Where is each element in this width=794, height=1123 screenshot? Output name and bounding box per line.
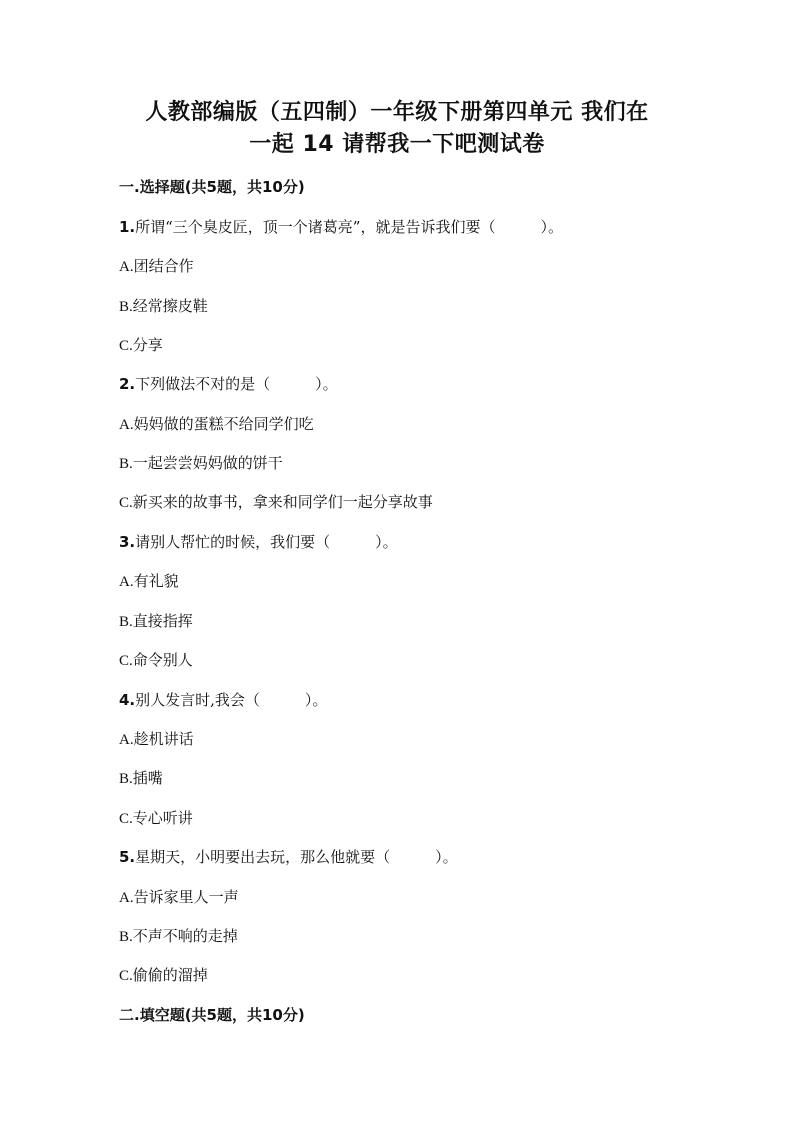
question-number: 3. bbox=[119, 533, 136, 551]
option-text: 分享 bbox=[132, 336, 163, 354]
option-text: 命令别人 bbox=[132, 651, 193, 669]
option-letter: C. bbox=[119, 811, 133, 827]
option-text: 插嘴 bbox=[132, 769, 163, 787]
option-letter: B. bbox=[119, 299, 133, 315]
question-text: 别人发言时,我会（ ）。 bbox=[135, 691, 328, 709]
question-2 bbox=[119, 374, 338, 394]
question-number: 4. bbox=[119, 691, 136, 709]
question-5-option-b bbox=[119, 926, 238, 947]
question-text: 星期天，小明要出去玩，那么他就要（ ）。 bbox=[135, 848, 458, 866]
option-letter: A. bbox=[119, 417, 134, 433]
question-2-option-c bbox=[119, 492, 433, 513]
section-heading-fill-in-blank: 二.填空题(共5题，共10分) bbox=[119, 1006, 305, 1024]
question-4-option-a bbox=[119, 729, 194, 750]
section-heading-multiple-choice: 一.选择题(共5题，共10分) bbox=[119, 178, 305, 196]
question-4-option-b bbox=[119, 768, 163, 789]
question-3-option-a bbox=[119, 571, 179, 592]
question-1-option-b bbox=[119, 296, 208, 317]
question-3-option-c bbox=[119, 650, 193, 671]
question-number: 5. bbox=[119, 848, 136, 866]
option-letter: B. bbox=[119, 456, 133, 472]
exam-title-line-2: 一起 14 请帮我一下吧测试卷 bbox=[249, 132, 545, 157]
question-4 bbox=[119, 690, 327, 710]
question-1-option-c bbox=[119, 335, 163, 356]
question-text: 下列做法不对的是（ ）。 bbox=[135, 375, 338, 393]
option-letter: C. bbox=[119, 968, 133, 984]
option-letter: A. bbox=[119, 574, 134, 590]
option-text: 经常擦皮鞋 bbox=[132, 297, 208, 315]
option-letter: A. bbox=[119, 259, 134, 275]
option-text: 直接指挥 bbox=[132, 612, 193, 630]
option-text: 偷偷的溜掉 bbox=[132, 966, 208, 984]
option-text: 不声不响的走掉 bbox=[132, 927, 238, 945]
exam-title-line-1: 人教部编版（五四制）一年级下册第四单元 我们在 bbox=[145, 100, 649, 125]
question-number: 2. bbox=[119, 375, 136, 393]
question-5-option-a bbox=[119, 887, 239, 908]
question-2-option-b bbox=[119, 453, 283, 474]
question-1-option-a bbox=[119, 256, 194, 277]
option-text: 有礼貌 bbox=[133, 572, 179, 590]
option-letter: A. bbox=[119, 732, 134, 748]
option-letter: B. bbox=[119, 771, 133, 787]
option-text: 专心听讲 bbox=[132, 809, 193, 827]
question-3-option-b bbox=[119, 611, 193, 632]
question-5-option-c bbox=[119, 965, 208, 986]
option-text: 告诉家里人一声 bbox=[133, 888, 239, 906]
option-letter: A. bbox=[119, 890, 134, 906]
option-letter: C. bbox=[119, 495, 133, 511]
question-1 bbox=[119, 217, 563, 237]
option-letter: C. bbox=[119, 653, 133, 669]
option-text: 一起尝尝妈妈做的饼干 bbox=[132, 454, 283, 472]
option-text: 趁机讲话 bbox=[133, 730, 194, 748]
option-text: 团结合作 bbox=[133, 257, 194, 275]
option-letter: C. bbox=[119, 338, 133, 354]
option-letter: B. bbox=[119, 614, 133, 630]
question-3 bbox=[119, 532, 398, 552]
option-text: 新买来的故事书，拿来和同学们一起分享故事 bbox=[132, 493, 433, 511]
question-2-option-a bbox=[119, 414, 314, 435]
question-number: 1. bbox=[119, 218, 136, 236]
question-text: 请别人帮忙的时候，我们要（ ）。 bbox=[135, 533, 398, 551]
question-4-option-c bbox=[119, 808, 193, 829]
question-text: 所谓“三个臭皮匠，顶一个诸葛亮”，就是告诉我们要（ ）。 bbox=[135, 218, 563, 236]
option-text: 妈妈做的蛋糕不给同学们吃 bbox=[133, 415, 314, 433]
question-5 bbox=[119, 847, 458, 867]
option-letter: B. bbox=[119, 929, 133, 945]
